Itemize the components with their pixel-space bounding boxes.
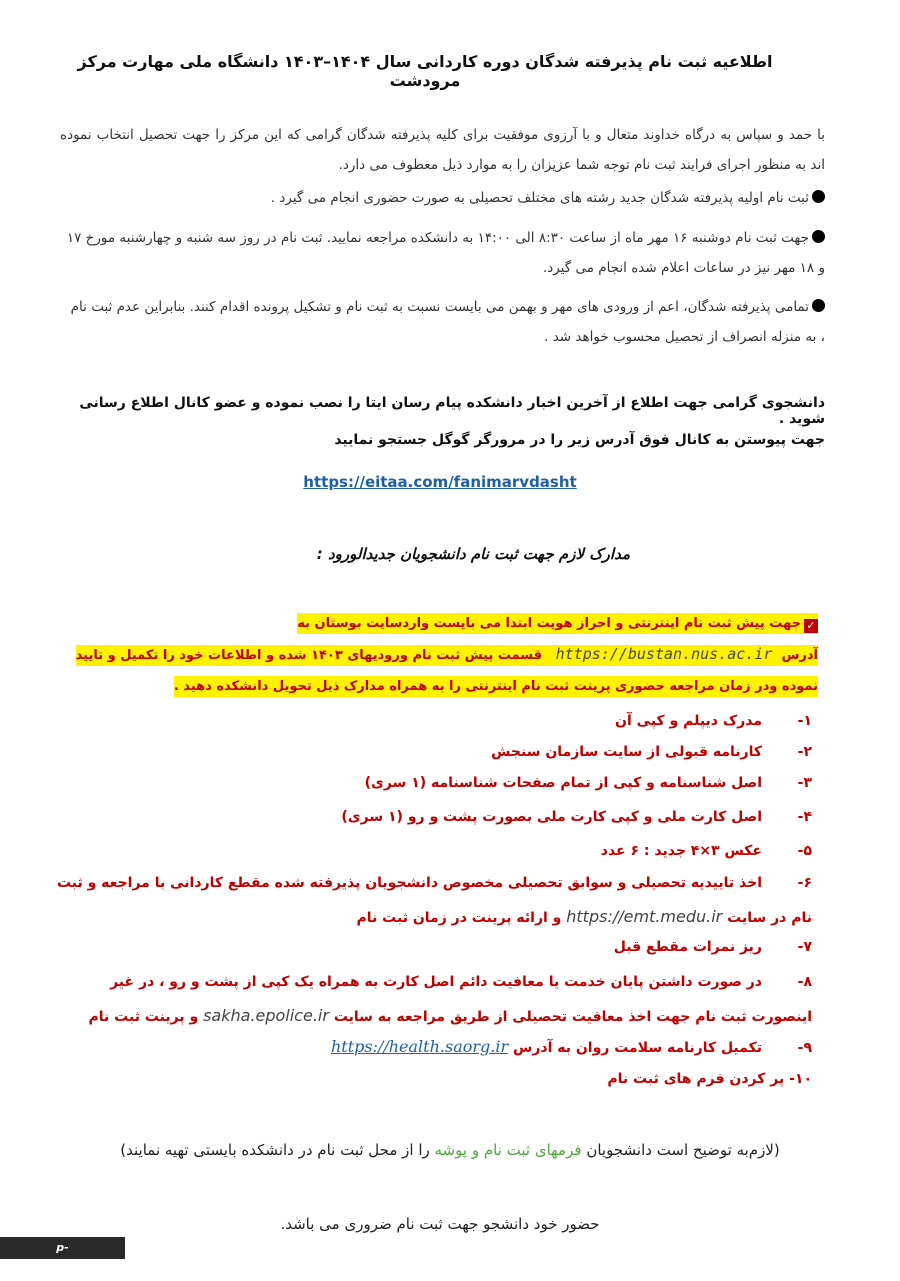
item-number: ۹- <box>797 1040 812 1056</box>
item-text: کارنامه قبولی از سایت سازمان سنجش <box>491 744 762 760</box>
item-text: پر کردن فرم های ثبت نام <box>607 1071 785 1087</box>
forms-highlight: فرمهای ثبت نام و پوشه <box>434 1141 582 1159</box>
item-text-after: و پرینت ثبت نام <box>88 1009 199 1025</box>
closing-note <box>70 1132 830 1168</box>
bullet-dot-icon <box>812 299 825 312</box>
page-title: اطلاعیه ثبت نام پذیرفته شدگان دوره کاردانی سال ۱۴۰۴–۱۴۰۳ دانشگاه ملی مهارت مرکز مرودشت <box>77 52 773 90</box>
document-item <box>50 836 812 866</box>
item-number: ۷- <box>797 939 812 955</box>
eitaa-notice: دانشجوی گرامی جهت اطلاع از آخرین اخبار دانشکده پیام رسان ایتا را نصب نموده و عضو کانال اطلاع رسانی شوید . <box>79 395 825 427</box>
document-item <box>50 737 812 767</box>
document-item <box>50 867 812 935</box>
item-number: ۱- <box>797 713 812 729</box>
bustan-url[interactable]: https://bustan.nus.ac.ir <box>555 645 773 663</box>
item-text: اخذ تاییدیه تحصیلی و سوابق تحصیلی مخصوص دانشجویان پذیرفته شده مقطع کاردانی با مراجعه و ثبت نام در سایت <box>56 875 812 926</box>
document-item <box>50 932 812 962</box>
closing-text-1: (لازم‌به توضیح است دانشجویان <box>586 1141 780 1159</box>
required-documents-title: مدارک لازم جهت ثبت نام دانشجویان جدیدالورود : <box>316 545 630 563</box>
health-url[interactable]: https://health.saorg.ir <box>330 1037 509 1056</box>
pre-registration-note <box>40 608 818 702</box>
document-item <box>50 1064 812 1094</box>
emt-url[interactable]: https://emt.medu.ir <box>566 907 723 926</box>
document-item <box>50 768 812 798</box>
bullet-text: جهت ثبت نام دوشنبه ۱۶ مهر ماه از ساعت ۸:۳۰ الی ۱۴:۰۰ به دانشکده مراجعه نمایید. ثبت نام در روز سه شنبه و چهارشنبه مورخ ۱۷ و ۱۸ مهر نیز در ساعات اعلام شده انجام می گیرد. <box>66 230 825 276</box>
document-item <box>50 966 812 1034</box>
join-instruction: جهت پیوستن به کانال فوق آدرس زیر را در مرورگر گوگل جستجو نمایید <box>334 432 825 448</box>
item-text: عکس ۳×۴ جدید : ۶ عدد <box>600 843 762 859</box>
eitaa-link[interactable]: https://eitaa.com/fanimarvdasht <box>303 473 577 491</box>
item-number: ۸- <box>797 974 812 990</box>
item-text: در صورت داشتن پایان خدمت یا معافیت دائم اصل کارت به همراه یک کپی از پشت و رو ، در غیر اینصورت ثبت نام جهت اخذ معافیت تحصیلی از طریق مراجعه به سایت <box>110 974 812 1025</box>
document-item <box>50 802 812 832</box>
closing-text-2: را از محل ثبت نام در دانشکده بایستی تهیه نمایند) <box>120 1141 430 1159</box>
pre-registration-text-2: قسمت پیش ثبت نام ورودیهای ۱۴۰۳ شده و اطلاعات خود را تکمیل و تایید نموده ودر زمان مراجعه حضوری پرینت ثبت نام اینترنتی را به همراه مدارک ذیل تحویل دانشکده دهید . <box>75 648 818 694</box>
bullet-dot-icon <box>812 230 825 243</box>
sakha-url[interactable]: sakha.epolice.ir <box>203 1006 329 1025</box>
bullet-dot-icon <box>812 190 825 203</box>
eitaa-link-row <box>0 472 880 491</box>
bullet-text: تمامی پذیرفته شدگان، اعم از ورودی های مهر و بهمن می بایست نسبت به ثبت نام و تشکیل پرونده اقدام کنند. بنابراین عدم ثبت نام ، به منزله انصراف از تحصیل محسوب خواهد شد . <box>70 299 825 345</box>
item-text: اصل کارت ملی و کپی کارت ملی بصورت پشت و رو (۱ سری) <box>341 809 762 825</box>
document-item <box>50 706 812 736</box>
item-number: ۳- <box>797 775 812 791</box>
document-item <box>50 1032 812 1063</box>
bullet-text: ثبت نام اولیه پذیرفته شدگان جدید رشته های مختلف تحصیلی به صورت حضوری انجام می گیرد . <box>270 190 809 206</box>
item-text-after: و ارائه پرینت در زمان ثبت نام <box>356 910 562 926</box>
item-text: ریز نمرات مقطع قبل <box>613 939 762 955</box>
attendance-required-note: حضور خود دانشجو جهت ثبت نام ضروری می باشد. <box>280 1215 600 1233</box>
item-number: ۵- <box>797 843 812 859</box>
pre-registration-text-1: جهت پیش ثبت نام اینترنتی و احراز هویت ابتدا می بایست واردسایت بوستان به آدرس <box>297 616 818 663</box>
item-number: ۶- <box>797 875 812 891</box>
item-text: مدرک دیپلم و کپی آن <box>615 713 762 729</box>
item-text: تکمیل کارنامه سلامت روان به آدرس <box>513 1040 762 1056</box>
item-number: ۲- <box>797 744 812 760</box>
bullet-item <box>65 223 825 283</box>
checkbox-checked-icon: ✓ <box>804 619 818 633</box>
highlighted-text <box>76 613 818 697</box>
site-footer-url[interactable]: p-marvdasht.nus.ac.ir <box>0 1237 125 1259</box>
intro-paragraph: با حمد و سپاس به درگاه خداوند متعال و با آرزوی موفقیت برای کلیه پذیرفته شدگان گرامی که این مرکز را جهت تحصیل انتخاب نموده اند به منظور اجرای فرایند ثبت نام توجه شما عزیزان را به موارد ذیل معطوف می دارد. <box>60 127 825 173</box>
item-text: اصل شناسنامه و کپی از تمام صفحات شناسنامه (۱ سری) <box>364 775 762 791</box>
bullet-item <box>65 183 825 213</box>
bullet-item <box>65 292 825 352</box>
item-number: ۱۰- <box>789 1071 812 1087</box>
item-number: ۴- <box>797 809 812 825</box>
